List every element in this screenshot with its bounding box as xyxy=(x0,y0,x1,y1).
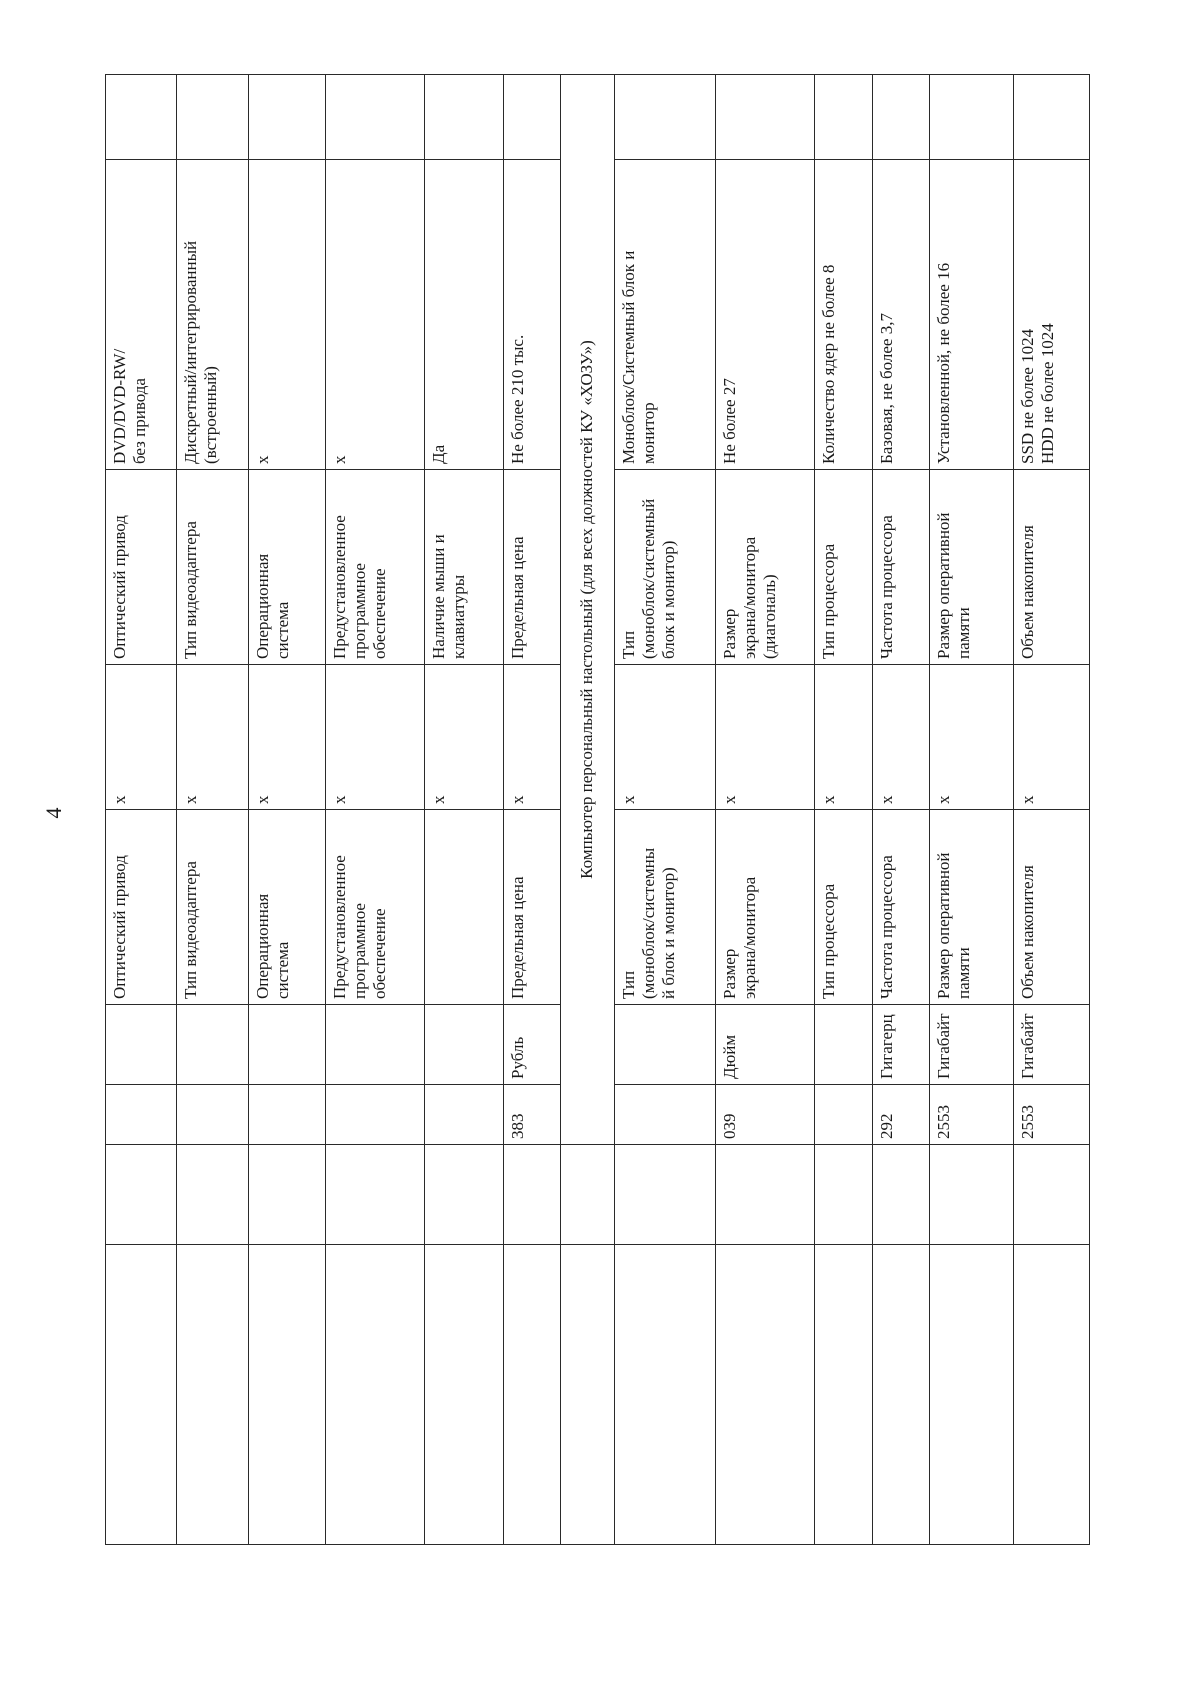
code-cell xyxy=(326,1085,425,1145)
page-number: 4 xyxy=(41,807,66,819)
code-cell xyxy=(615,1085,716,1145)
value-cell: Не более 210 тыс. xyxy=(504,160,561,470)
blank-cell xyxy=(326,1245,425,1545)
blank-cell xyxy=(1014,75,1090,160)
value-cell: x xyxy=(1014,665,1090,810)
code-cell xyxy=(177,1085,249,1145)
blank-cell xyxy=(716,1245,815,1545)
value-cell: x xyxy=(326,665,425,810)
value-cell: x xyxy=(873,665,930,810)
characteristic-cell: Предельная цена xyxy=(504,810,561,1005)
table-row xyxy=(815,75,873,1545)
value-cell: x xyxy=(504,665,561,810)
blank-cell xyxy=(716,75,815,160)
value-cell: x xyxy=(249,160,326,470)
blank-cell xyxy=(425,1245,504,1545)
characteristic-cell: Оптический привод xyxy=(106,470,177,665)
section-row xyxy=(561,75,615,1545)
characteristic-cell: Частота процессора xyxy=(873,470,930,665)
specification-table xyxy=(105,74,1090,1545)
table-row xyxy=(930,75,1014,1545)
value-cell: Количество ядер не более 8 xyxy=(815,160,873,470)
value-cell: Базовая, не более 3,7 xyxy=(873,160,930,470)
blank-cell xyxy=(930,75,1014,160)
blank-cell xyxy=(249,75,326,160)
blank-cell xyxy=(716,1145,815,1245)
blank-cell xyxy=(615,1145,716,1245)
blank-cell xyxy=(561,1145,615,1245)
characteristic-cell: Предельная цена xyxy=(504,470,561,665)
value-cell: Да xyxy=(425,160,504,470)
blank-cell xyxy=(106,1245,177,1545)
blank-cell xyxy=(504,1145,561,1245)
blank-cell xyxy=(249,1245,326,1545)
value-cell: x xyxy=(326,160,425,470)
characteristic-cell: Наличие мыши и клавиатуры xyxy=(425,470,504,665)
code-cell xyxy=(106,1085,177,1145)
unit-cell xyxy=(815,1005,873,1085)
blank-cell xyxy=(106,1145,177,1245)
unit-cell xyxy=(177,1005,249,1085)
value-cell: Моноблок/Системный блок и монитор xyxy=(615,160,716,470)
blank-cell xyxy=(1014,1245,1090,1545)
table-row xyxy=(873,75,930,1545)
blank-cell xyxy=(425,1145,504,1245)
value-cell: x xyxy=(106,665,177,810)
characteristic-cell: Размер экрана/монитора (диагональ) xyxy=(716,470,815,665)
characteristic-cell: Объем накопителя xyxy=(1014,470,1090,665)
code-cell: 2553 xyxy=(1014,1085,1090,1145)
table-row xyxy=(425,75,504,1545)
code-cell: 383 xyxy=(504,1085,561,1145)
characteristic-cell: Оптический привод xyxy=(106,810,177,1005)
blank-cell xyxy=(815,1145,873,1245)
blank-cell xyxy=(930,1145,1014,1245)
code-cell: 292 xyxy=(873,1085,930,1145)
characteristic-cell: Тип (моноблок/системны й блок и монитор) xyxy=(615,810,716,1005)
table-row xyxy=(716,75,815,1545)
characteristic-cell: Тип видеоадаптера xyxy=(177,810,249,1005)
unit-cell xyxy=(249,1005,326,1085)
blank-cell xyxy=(326,1145,425,1245)
blank-cell xyxy=(504,1245,561,1545)
characteristic-cell: Объем накопителя xyxy=(1014,810,1090,1005)
value-cell: x xyxy=(425,665,504,810)
blank-cell xyxy=(177,1245,249,1545)
code-cell: 039 xyxy=(716,1085,815,1145)
unit-cell xyxy=(106,1005,177,1085)
value-cell: x xyxy=(177,665,249,810)
unit-cell: Дюйм xyxy=(716,1005,815,1085)
blank-cell xyxy=(326,75,425,160)
blank-cell xyxy=(873,75,930,160)
unit-cell xyxy=(326,1005,425,1085)
blank-cell xyxy=(815,1245,873,1545)
value-cell: DVD/DVD-RW/ без привода xyxy=(106,160,177,470)
code-cell xyxy=(815,1085,873,1145)
blank-cell xyxy=(615,75,716,160)
characteristic-cell xyxy=(425,810,504,1005)
characteristic-cell: Размер оперативной памяти xyxy=(930,810,1014,1005)
value-cell: Не более 27 xyxy=(716,160,815,470)
value-cell: Дискретный/интегрированный (встроенный) xyxy=(177,160,249,470)
unit-cell: Гигагерц xyxy=(873,1005,930,1085)
unit-cell: Рубль xyxy=(504,1005,561,1085)
characteristic-cell: Тип процессора xyxy=(815,470,873,665)
blank-cell xyxy=(815,75,873,160)
unit-cell xyxy=(425,1005,504,1085)
characteristic-cell: Операционная система xyxy=(249,810,326,1005)
characteristic-cell: Частота процессора xyxy=(873,810,930,1005)
code-cell xyxy=(249,1085,326,1145)
blank-cell xyxy=(1014,1145,1090,1245)
value-cell: x xyxy=(716,665,815,810)
table-row xyxy=(615,75,716,1545)
blank-cell xyxy=(930,1245,1014,1545)
value-cell: Установленной, не более 16 xyxy=(930,160,1014,470)
code-cell: 2553 xyxy=(930,1085,1014,1145)
characteristic-cell: Предустановленное программное обеспечение xyxy=(326,470,425,665)
table-row xyxy=(1014,75,1090,1545)
table-row xyxy=(177,75,249,1545)
unit-cell: Гигабайт xyxy=(1014,1005,1090,1085)
characteristic-cell: Размер оперативной памяти xyxy=(930,470,1014,665)
characteristic-cell: Тип (моноблок/системный блок и монитор) xyxy=(615,470,716,665)
blank-cell xyxy=(561,1245,615,1545)
value-cell: x xyxy=(930,665,1014,810)
unit-cell xyxy=(615,1005,716,1085)
characteristic-cell: Тип процессора xyxy=(815,810,873,1005)
blank-cell xyxy=(615,1245,716,1545)
section-heading: Компьютер персональный настольный (для всех должностей КУ «ХОЗУ») xyxy=(561,75,615,1145)
value-cell: x xyxy=(249,665,326,810)
characteristic-cell: Предустановленное программное обеспечение xyxy=(326,810,425,1005)
table-row xyxy=(249,75,326,1545)
table-row xyxy=(106,75,177,1545)
blank-cell xyxy=(249,1145,326,1245)
value-cell: SSD не более 1024 HDD не более 1024 xyxy=(1014,160,1090,470)
table-row xyxy=(326,75,425,1545)
value-cell: x xyxy=(815,665,873,810)
blank-cell xyxy=(873,1245,930,1545)
blank-cell xyxy=(425,75,504,160)
table-row xyxy=(504,75,561,1545)
unit-cell: Гигабайт xyxy=(930,1005,1014,1085)
characteristic-cell: Размер экрана/монитора xyxy=(716,810,815,1005)
characteristic-cell: Тип видеоадаптера xyxy=(177,470,249,665)
blank-cell xyxy=(873,1145,930,1245)
characteristic-cell: Операционная система xyxy=(249,470,326,665)
value-cell: x xyxy=(615,665,716,810)
rotated-table-wrapper xyxy=(105,75,1058,1545)
blank-cell xyxy=(504,75,561,160)
blank-cell xyxy=(106,75,177,160)
blank-cell xyxy=(177,75,249,160)
code-cell xyxy=(425,1085,504,1145)
blank-cell xyxy=(177,1145,249,1245)
